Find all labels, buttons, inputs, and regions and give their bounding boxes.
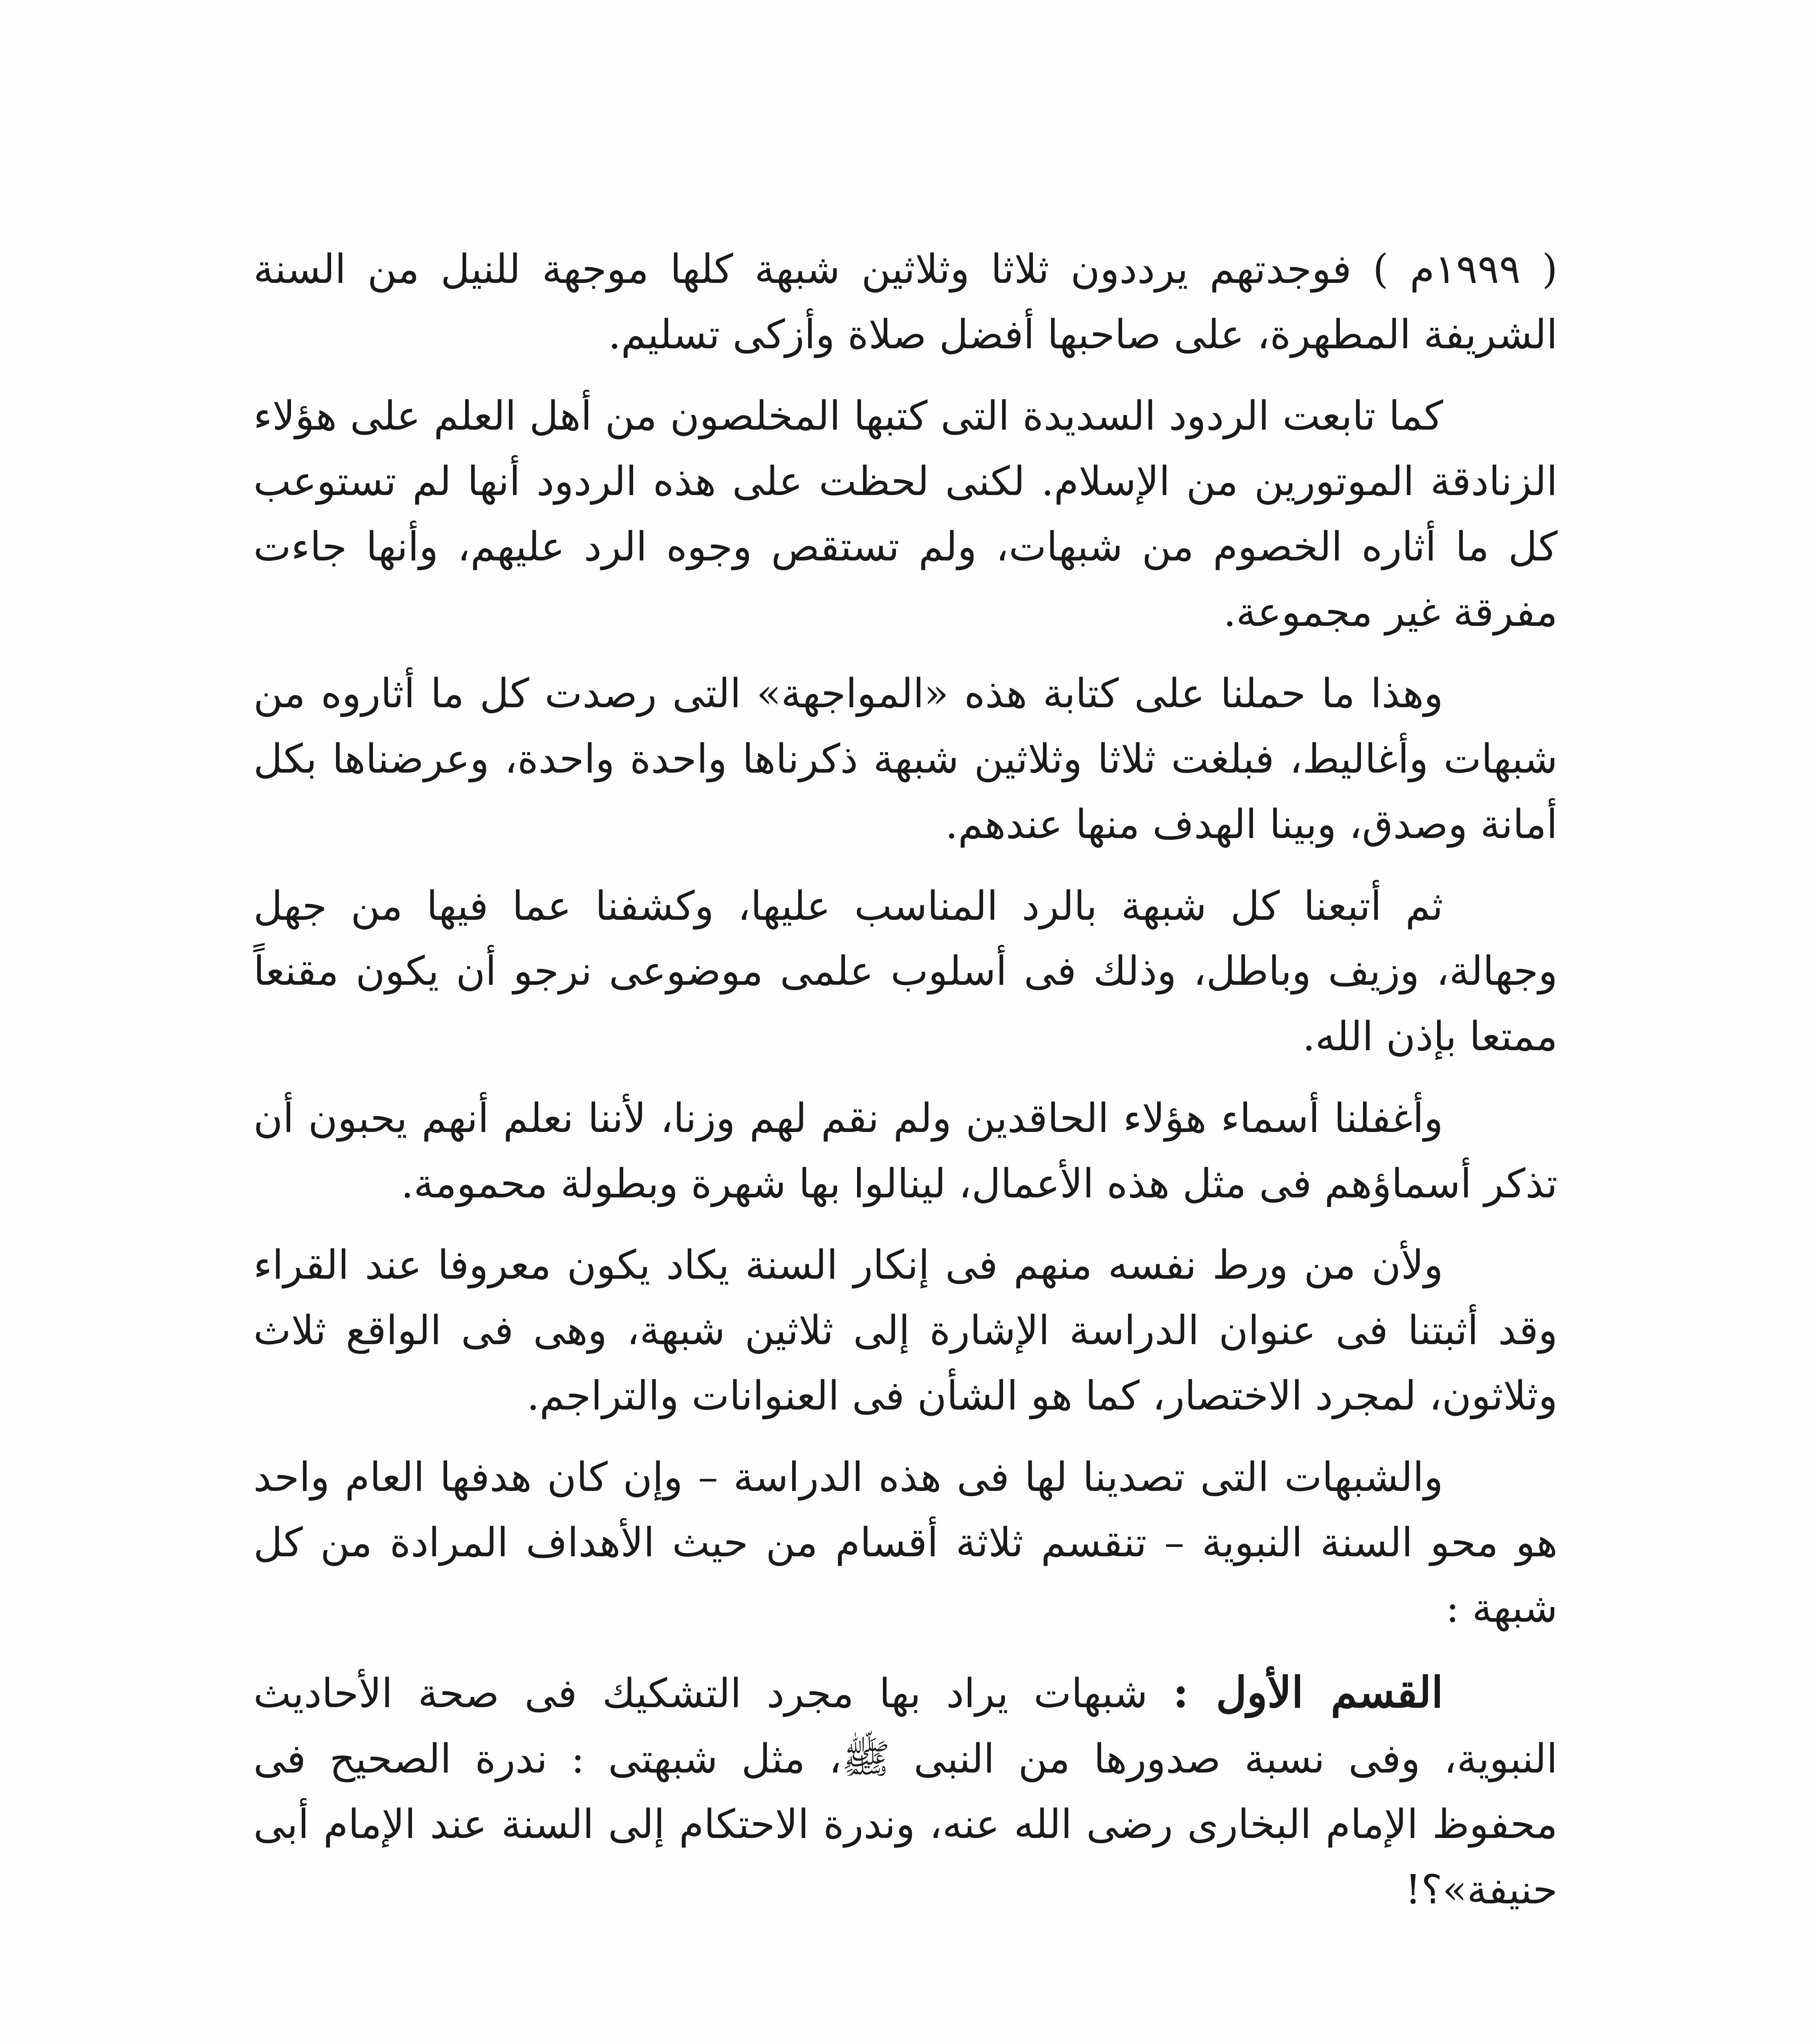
section-one-text: شبهات يراد بها مجرد التشكيك فى صحة الأحاديث النبوية، وفى نسبة صدورها من النبى ﷺ، مثل شبهتى : ندرة الصحيح فى محفوظ الإمام البخارى رضى الله عنه، وندرة الاحتكام إلى السنة عند الإمام أبى حنيفة»؟!	[253, 1670, 1558, 1913]
paragraph-6: ولأن من ورط نفسه منهم فى إنكار السنة يكاد يكون معروفا عند القراء وقد أثبتنا فى عنوان الدراسة الإشارة إلى ثلاثين شبهة، وهى فى الواقع ثلاث وثلاثون، لمجرد الاختصار، كما هو الشأن فى العنوانات والتراجم.	[253, 1242, 1558, 1419]
section-one-heading: القسم الأول :	[1173, 1667, 1444, 1717]
paragraph-3: وهذا ما حملنا على كتابة هذه «المواجهة» التى رصدت كل ما أثاروه من شبهات وأغاليط، فبلغت ثلاثا وثلاثين شبهة ذكرناها واحدة واحدة، وعرضناها بكل أمانة وصدق، وبينا الهدف منها عندهم.	[253, 670, 1558, 848]
paragraph-2: كما تابعت الردود السديدة التى كتبها المخلصون من أهل العلم على هؤلاء الزنادقة الموتورين من الإسلام. لكنى لحظت على هذه الردود أنها لم تستوعب كل ما أثاره الخصوم من شبهات، ولم تستقص وجوه الرد عليهم، وأنها جاءت مفرقة غير مجموعة.	[253, 393, 1558, 636]
section-one-paragraph	[253, 1658, 1558, 1923]
page-body-text	[253, 237, 1558, 1939]
paragraph-4: ثم أتبعنا كل شبهة بالرد المناسب عليها، وكشفنا عما فيها من جهل وجهالة، وزيف وباطل، وذلك فى أسلوب علمى موضوعى نرجو أن يكون مقنعاً ممتعا بإذن الله.	[253, 883, 1558, 1060]
paragraph-1: ( ١٩٩٩م ) فوجدتهم يرددون ثلاثا وثلاثين شبهة كلها موجهة للنيل من السنة الشريفة المطهرة، على صاحبها أفضل صلاة وأزكى تسليم.	[253, 246, 1558, 358]
paragraph-5: وأغفلنا أسماء هؤلاء الحاقدين ولم نقم لهم وزنا، لأننا نعلم أنهم يحبون أن تذكر أسماؤهم فى مثل هذه الأعمال، لينالوا بها شهرة وبطولة محمومة.	[253, 1095, 1558, 1207]
paragraph-7: والشبهات التى تصدينا لها فى هذه الدراسة – وإن كان هدفها العام واحد هو محو السنة النبوية – تنقسم ثلاثة أقسام من حيث الأهداف المرادة من كل شبهة :	[253, 1454, 1558, 1632]
